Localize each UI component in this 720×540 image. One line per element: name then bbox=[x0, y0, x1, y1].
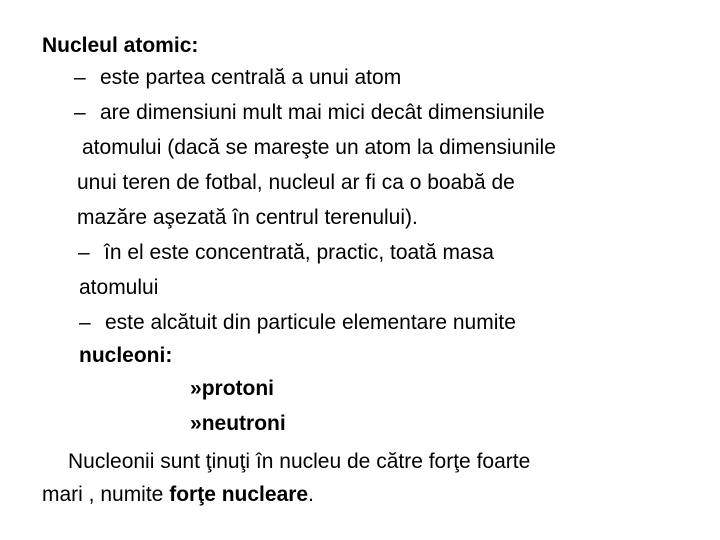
bullet-item bbox=[74, 66, 401, 90]
bullet-continuation: unui teren de fotbal, nucleul ar fi ca o boabă de bbox=[77, 171, 515, 194]
bullet-term: nucleoni: bbox=[79, 344, 173, 367]
sub-item-text: neutroni bbox=[201, 412, 286, 435]
bullet-dash: – bbox=[79, 311, 91, 334]
bullet-dash: – bbox=[74, 101, 86, 124]
bullet-item bbox=[78, 241, 494, 265]
bullet-continuation: mazăre aşezată în centrul terenului). bbox=[77, 206, 418, 229]
bullet-text: are dimensiuni mult mai mici decât dimensiunile bbox=[100, 101, 545, 124]
bullet-text: este alcătuit din particule elementare numite bbox=[105, 311, 516, 334]
closing-line-1: Nucleonii sunt ţinuţi în nucleu de către forţe foarte bbox=[68, 450, 531, 473]
sub-item-text: protoni bbox=[201, 377, 274, 400]
bullet-dash: – bbox=[74, 66, 86, 89]
bullet-text: în el este concentrată, practic, toată masa bbox=[104, 241, 494, 264]
closing-term: forţe nucleare bbox=[169, 483, 309, 506]
bullet-text: este partea centrală a unui atom bbox=[100, 66, 402, 89]
closing-suffix: . bbox=[308, 483, 314, 506]
slide-title: Nucleul atomic: bbox=[42, 34, 199, 57]
chevron-right-icon: » bbox=[190, 377, 202, 400]
bullet-continuation: atomului bbox=[79, 276, 159, 299]
bullet-item bbox=[79, 311, 516, 335]
chevron-right-icon: » bbox=[190, 412, 202, 435]
bullet-dash: – bbox=[78, 241, 90, 264]
bullet-continuation: atomului (dacă se mareşte un atom la dimensiunile bbox=[82, 136, 556, 159]
closing-prefix: mari , numite bbox=[42, 483, 164, 506]
sub-item bbox=[190, 377, 274, 401]
bullet-item bbox=[74, 101, 545, 125]
sub-item bbox=[190, 412, 286, 436]
closing-line-2 bbox=[42, 483, 314, 507]
